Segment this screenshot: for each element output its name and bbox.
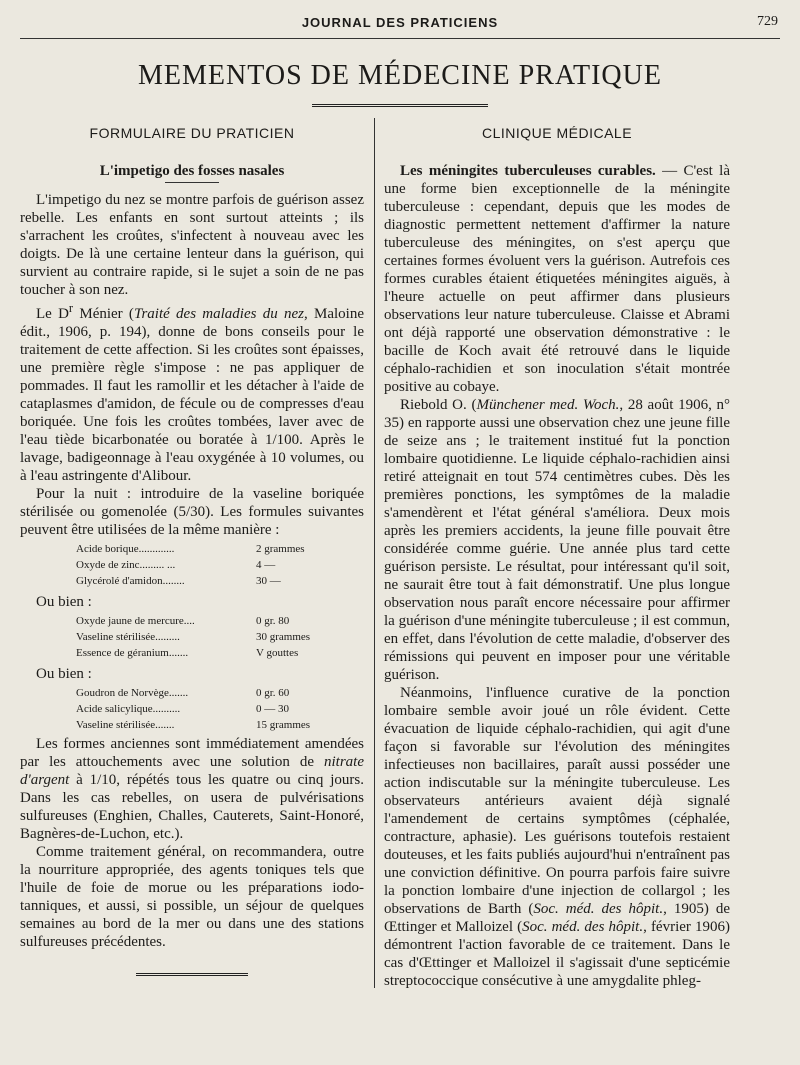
paragraph-menier: Le $D^r$ Ménier (Traité des maladies du nez, Maloine édit., 1906, p. 194), donne de bons conseils pour le traitement de cette affection. Si les croûtes sont épaisses, une première règle s'impose : ne pas appliquer de pommades. Il faut les ramollir et les détacher à l'aide de cataplasmes d'amidon, de fécule ou de compresses d'eau boriquée. Une fois les croûtes tombées, laver avec de l'eau tiède bicarbonatée ou boratée à 1/100. Après le lavage, badigeonnage à l'eau oxygénée à 10 volumes, ou à l'eau astringente d'Alibour. (20, 301, 365, 484)
article-title-impetigo: L'impetigo des fosses nasales (99, 163, 285, 179)
article-lead-title: Les méningites tuberculeuses curables. (400, 163, 656, 179)
column-divider (374, 118, 375, 988)
right-column (384, 120, 730, 990)
formula-table-1 (76, 541, 364, 589)
formula-row: Vaseline stérilisée....... 15 grammes (76, 719, 311, 731)
formula-row: Essence de géranium....... V gouttes (76, 647, 299, 659)
paragraph-night: Pour la nuit : introduire de la vaseline boriquée stérilisée ou gomenolée (5/30). Les formules suivantes peuvent être utilisées de la même manière : (20, 486, 364, 538)
formula-table-2 (76, 613, 364, 661)
end-rule (136, 973, 248, 976)
formula-table-3 (76, 685, 364, 733)
journal-citation: Münchener med. Woch. (476, 397, 620, 413)
formula-row: Oxyde de zinc......... ... 4 — (76, 559, 276, 571)
formula-row: Acide borique............. 2 grammes (76, 543, 305, 555)
formula-row: Glycérolé d'amidon........ 30 — (76, 575, 281, 587)
formula-row: Goudron de Norvège....... 0 gr. 60 (76, 687, 290, 699)
right-section-heading: CLINIQUE MÉDICALE (481, 125, 633, 141)
book-title: Traité des maladies du nez (133, 306, 304, 322)
journal-title: JOURNAL DES PRATICIENS (301, 15, 499, 30)
ou-bien-label-2: Ou bien : (36, 666, 92, 682)
formula-row: Vaseline stérilisée......... 30 grammes (76, 631, 311, 643)
paragraph-ponction: Néanmoins, l'influence curative de la ponction lombaire semble avoir joué un rôle évident. Cette évacuation de liquide céphalo-rachidien, qui agit d'une façon si favorable sur l'évolution des méningites infectieuses non bacillaires, paraît aussi posséder une action indiscutable sur la méningite tuberculeuse. Les observateurs antérieurs avaient déjà signalé l'amendement de certains symptômes (céphalée, contracture, aphasie). Les guérisons toutefois restaient douteuses, et les faits publiés aujourd'hui n'entraînent pas une conviction définitive. On pourra parfois faire suivre la ponction lombaire d'une injection de collargol ; les observations de Barth (Soc. méd. des hôpit., 1905) de Œttinger et Malloizel (Soc. méd. des hôpit., février 1906) démontrent l'action favorable de ce traitement. Dans le cas d'Œttinger et Malloizel il s'agissait d'une septicémie streptococcique consécutive à une amygdalite phleg- (384, 685, 730, 989)
paragraph-old-forms: Les formes anciennes sont immédiatement amendées par les attouchements avec une solution de nitrate d'argent à 1/10, répétés tous les quatre ou cinq jours. Dans les cas rebelles, on usera de pulvérisations sulfureuses (Enghien, Challes, Cauterets, Saint-Honoré, Bagnères-de-Luchon, etc.). (20, 736, 364, 842)
article-title-rule (165, 182, 219, 183)
paragraph-meningites: Les méningites tuberculeuses curables. — C'est là une forme bien exceptionnelle de la méningite tuberculeuse : cependant, depuis que les modes de diagnostic permettent nettement d'affirmer la nature tuberculeuse des méningites, on s'est aperçu que certaines formes évoluent vers la guérison. Autrefois ces formes curables étaient étiquetées méningites aiguës, à l'heure actuelle on peut affirmer dans plusieurs observations leur nature tuberculeuse. Claisse et Abrami ont déjà rapporté une observation démonstrative : le bacille de Koch avait été retrouvé dans le liquide céphalo-rachidien et son inoculation s'était montrée positive au cobaye. (384, 163, 730, 395)
left-section-heading: FORMULAIRE DU PRATICIEN (89, 125, 295, 141)
running-header (20, 12, 780, 39)
ou-bien-label-1: Ou bien : (36, 594, 92, 610)
title-rule (312, 104, 488, 107)
paragraph-intro: L'impetigo du nez se montre parfois de guérison assez rebelle. Les enfants en sont surtout atteints ; ils s'arrachent les croûtes, s'infectent à nouveau avec les doigts. De là une certaine lenteur dans la guérison, qui survient au contraire rapide, si le sujet a soin de ne pas toucher à son nez. (20, 192, 364, 298)
paragraph-general-treatment: Comme traitement général, on recommandera, outre la nourriture appropriée, des agents toniques tels que l'huile de foie de morue ou les préparations iodo-tanniques, et aussi, si possible, un séjour de quelques semaines au bord de la mer ou dans une des stations sulfureuses précédentes. (20, 844, 364, 950)
page-number: 729 (757, 14, 778, 29)
left-column (20, 120, 364, 976)
main-title: MEMENTOS DE MÉDECINE PRATIQUE (138, 60, 662, 91)
formula-row: Oxyde jaune de mercure.... 0 gr. 80 (76, 615, 290, 627)
formula-row: Acide salicylique.......... 0 — 30 (76, 703, 289, 715)
paragraph-riebold: Riebold O. (Münchener med. Woch., 28 août 1906, n° 35) en rapporte aussi une observation chez une jeune fille de seize ans ; le traitement institué fut la ponction lombaire quotidienne. Le liquide céphalo-rachidien ainsi retiré atteignait en tout 574 centimètres cubes. Dès les premières ponctions, les symptômes de la maladie s'amendèrent et l'état général s'améliora. Deux mois après les premiers accidents, la jeune fille pouvait être considérée comme guérie. Une année plus tard cette guérison persiste. Le résultat, pour intéressant qu'il soit, ne saurait être tout à fait démonstratif. Une plus longue observation nous paraît encore nécessaire pour affirmer la guérison d'une méningite tuberculeuse ; il est commun, en effet, dans l'évolution de cette maladie, d'observer des rémissions qui peuvent en imposer pour une véritable guérison. (384, 397, 731, 683)
